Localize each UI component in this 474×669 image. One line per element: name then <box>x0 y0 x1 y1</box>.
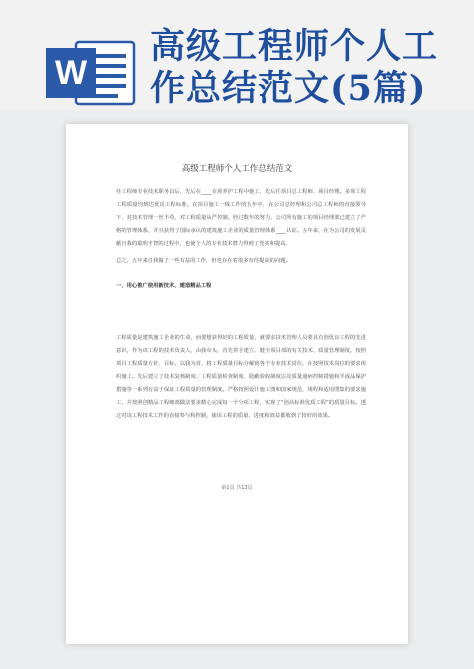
document-page <box>66 124 408 644</box>
document-title: 高级工程师个人工作总结范文 <box>181 164 293 174</box>
page-title: 高级工程师个人工作总结范文(5篇) <box>150 26 439 109</box>
section-heading: 一、用心推广使用新技术，建造精品工程 <box>116 283 212 289</box>
word-document-icon <box>46 38 138 108</box>
page-number: 第1页 共13页 <box>221 485 253 491</box>
logo-letter: W <box>54 54 88 92</box>
header-banner <box>0 0 474 110</box>
paragraph: 总之，五年来自我做了一些有益的工作，但也存在着很多有待提高的问题。 <box>116 258 291 264</box>
paragraph: 任工程师专业技术职务以后，先后在____专项养护工程中施工，先后任项目总工程师、项目经理。多项工程工程质量均到达优良工程标准。在项目施工一线工作的五年中，在公司总经理和公司总工程师的直接领导下，对技术管理一丝不苟，对工程质量从严控制。经过数年的努力，公司所有施工的项目经理部已建立了严格的管理体系，并且获得了国际承认的建筑施工企业的质量管理体系____认证。五年来，在为公司的发展贡献自我的聪明才智的过程中，也使个人的专业技术潜力得到了充实和提高。 <box>116 189 366 247</box>
paragraph: 工程质量是建筑施工企业的生命，而要想获得好的工程质量，就要求技术管理人员要具有创优良工程的先进意识，作为该工程的技术负责人，由我牵头，首先着手建立、健全项目部的有关技术、质量管理制度。按照项目工程质量方针、目标，以我为首，将工程质量目标分解到各个专业技术岗位，在按照技术岗位的要求组织施工。先后建立了技术复核制度、工程质量检查制度、隐蔽验收制度以及质量通病控制措施和半成品保护措施等一系列有益于保证工程质量的管理制度。严格按照设计施工图和国家规范、规程和适用图集的要求施工，并按照创精品工程细部做法要求精心完成每一个分项工程，实现了“创高标准优质工程”的质量目标。透过对该工程技术工作的直接参与和控制，使该工程的质量、进度和效益都收到了较好的效果。 <box>116 335 366 419</box>
